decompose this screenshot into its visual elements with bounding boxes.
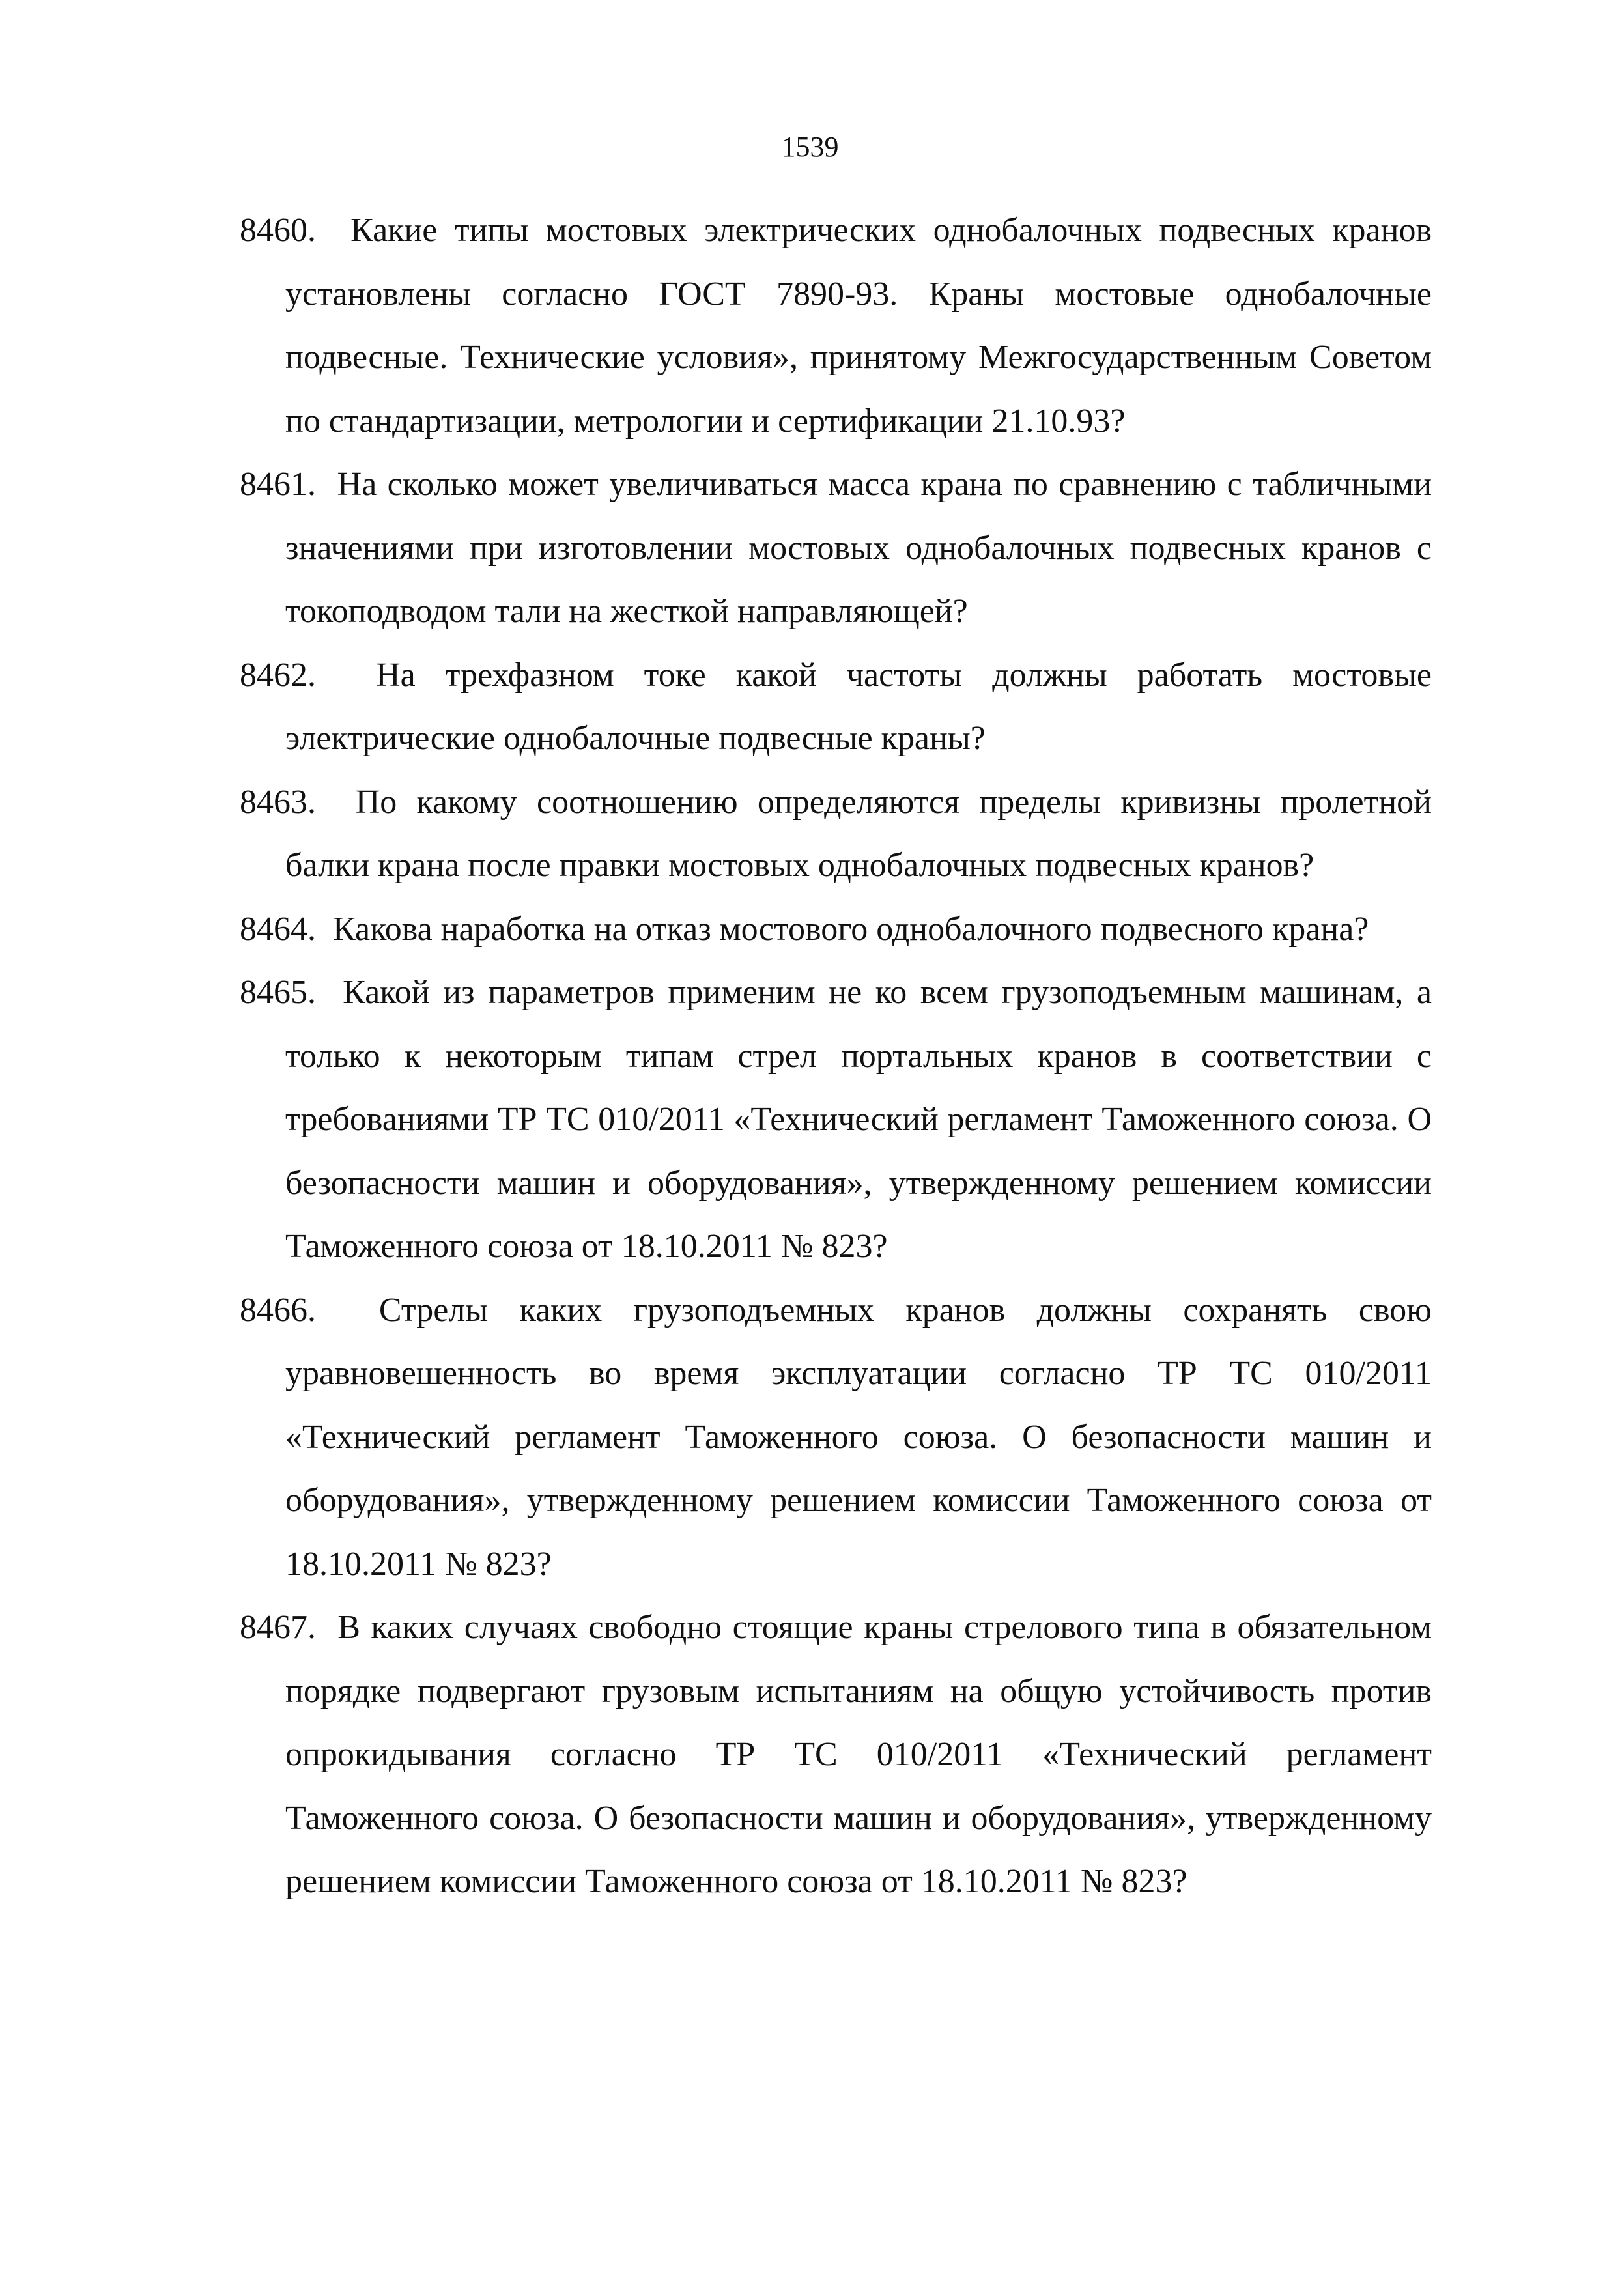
question-number: 8466. xyxy=(240,1291,348,1329)
question-number: 8462. xyxy=(240,656,347,694)
question-number: 8464. xyxy=(240,910,324,948)
question-number: 8460. xyxy=(240,212,334,249)
question-item xyxy=(240,199,1432,453)
question-text: На трехфазном токе какой частоты должны работать мостовые электрические однобалочные подвесные краны? xyxy=(285,656,1432,757)
question-item xyxy=(240,961,1432,1279)
question-item xyxy=(240,771,1432,898)
question-number: 8465. xyxy=(240,974,330,1011)
question-text: Какие типы мостовых электрических однобалочных подвесных кранов установлены согласно ГОСТ 7890-93. Краны мостовые однобалочные подвесные. Технические условия», принятому Межгосударственным Советом по стандартизации, метрологии и сертификации 21.10.93? xyxy=(285,212,1432,440)
question-number: 8467. xyxy=(240,1609,327,1646)
question-item xyxy=(240,453,1432,644)
question-item xyxy=(240,1279,1432,1596)
question-text: Стрелы каких грузоподъемных кранов должны сохранять свою уравновешенность во время эксплуатации согласно ТР ТС 010/2011 «Технический регламент Таможенного союза. О безопасности машин и оборудования», утвержденному решением комиссии Таможенного союза от 18.10.2011 № 823? xyxy=(285,1291,1432,1583)
question-list xyxy=(240,199,1432,1914)
question-text: Какой из параметров применим не ко всем грузоподъемным машинам, а только к некоторым типам стрел портальных кранов в соответствии с требованиями ТР ТС 010/2011 «Технический регламент Таможенного союза. О безопасности машин и оборудования», утвержденному решением комиссии Таможенного союза от 18.10.2011 № 823? xyxy=(285,974,1432,1265)
question-number: 8463. xyxy=(240,783,336,821)
question-text: В каких случаях свободно стоящие краны стрелового типа в обязательном порядке подвергают грузовым испытаниям на общую устойчивость против опрокидывания согласно ТР ТС 010/2011 «Технический регламент Таможенного союза. О безопасности машин и оборудования», утвержденному решением комиссии Таможенного союза от 18.10.2011 № 823? xyxy=(285,1609,1432,1900)
question-item xyxy=(240,644,1432,771)
question-item xyxy=(240,898,1432,961)
page-number: 1539 xyxy=(781,131,839,163)
question-text: Какова наработка на отказ мостового однобалочного подвесного крана? xyxy=(333,910,1369,948)
question-text: На сколько может увеличиваться масса крана по сравнению с табличными значениями при изготовлении мостовых однобалочных подвесных кранов с токоподводом тали на жесткой направляющей? xyxy=(285,466,1432,630)
question-item xyxy=(240,1596,1432,1914)
question-text: По какому соотношению определяются пределы кривизны пролетной балки крана после правки мостовых однобалочных подвесных кранов? xyxy=(285,783,1432,884)
question-number: 8461. xyxy=(240,466,327,503)
